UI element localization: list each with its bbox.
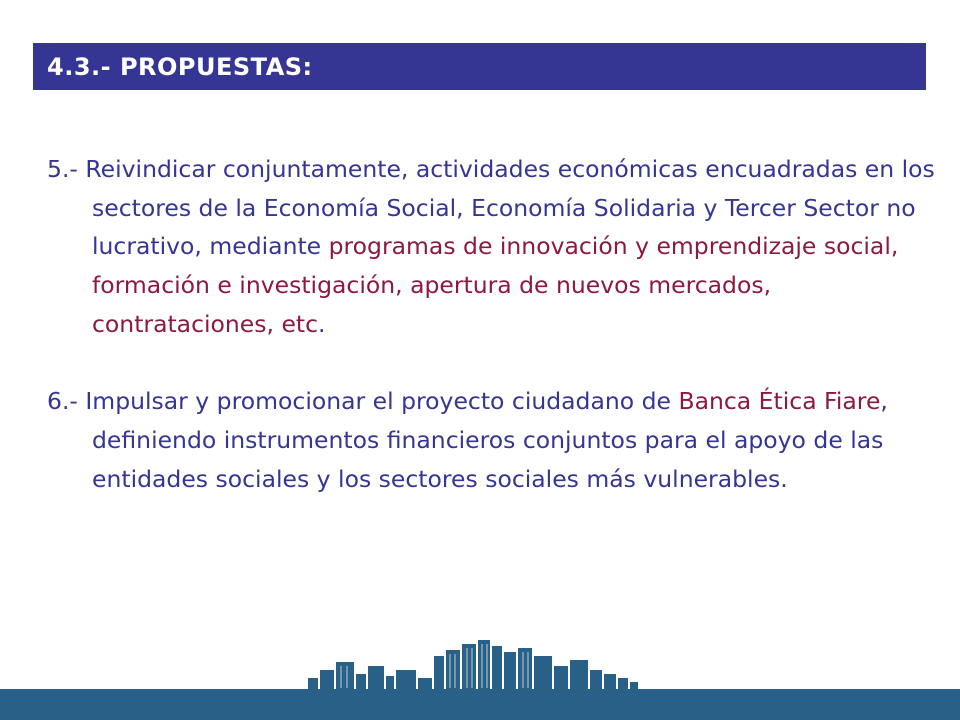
proposal-6-ending: , definiendo instrumentos financieros conjuntos para el apoyo de las entidades sociales y los sectores sociales más vulnerables. xyxy=(92,387,888,493)
proposal-6-text: 6.- Impulsar y promocionar el proyecto ciudadano de xyxy=(47,387,679,416)
title-bar xyxy=(33,43,926,90)
proposals-content xyxy=(47,150,937,498)
proposal-6-highlight: Banca Ética Fiare xyxy=(678,387,881,416)
proposal-5-highlight: programas de innovación y emprendizaje social, formación e investigación, apertura de nuevos mercados, contrataciones, etc xyxy=(92,232,899,338)
footer-bar xyxy=(0,689,960,720)
proposal-5-text: 5.- Reivindicar conjuntamente, actividades económicas encuadradas en los sectores de la Economía Social, Economía Solidaria y Tercer Sector no lucrativo, mediante xyxy=(47,155,935,261)
proposal-item-5 xyxy=(47,150,937,344)
proposal-item-6 xyxy=(47,382,937,498)
city-skyline-graphic xyxy=(0,640,960,690)
page-title: 4.3.- PROPUESTAS: xyxy=(47,52,313,81)
proposal-5-ending: . xyxy=(318,309,326,338)
